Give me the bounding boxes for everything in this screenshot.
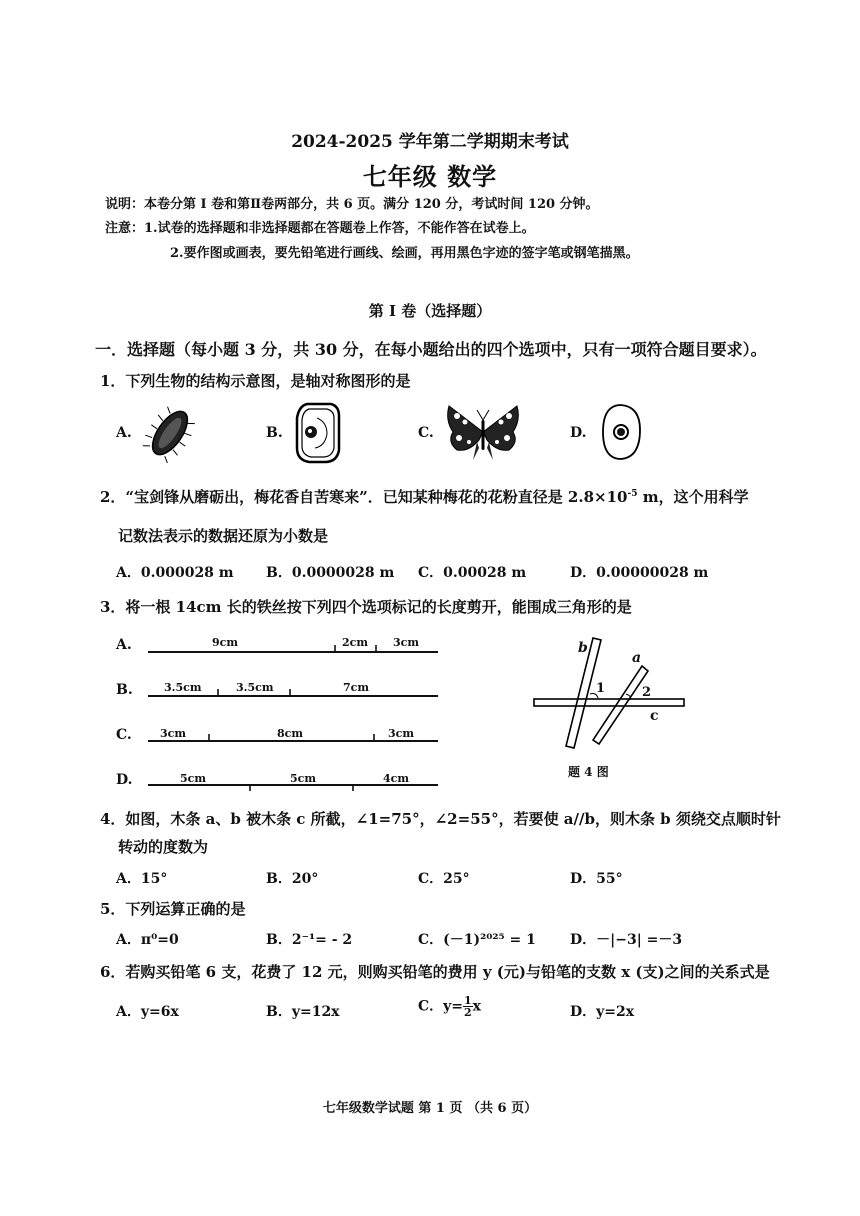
q2-option-b: B．0.0000028 m	[266, 565, 395, 581]
q6-option-a: A．y=6x	[116, 1004, 179, 1020]
q2-option-d: D．0.00000028 m	[570, 565, 709, 581]
q3-option-c-letter: C.	[116, 727, 132, 743]
animal-cell-icon	[600, 402, 644, 462]
q3-option-d-letter: D.	[116, 772, 133, 788]
q5-option-a: A．π⁰=0	[116, 932, 179, 948]
q2-option-c: C．0.00028 m	[418, 565, 527, 581]
q6-fraction	[463, 995, 473, 1018]
instructions-explain: 说明：本卷分第 I 卷和第Ⅱ卷两部分，共 6 页。满分 120 分，考试时间 120 分钟。	[105, 197, 599, 212]
q2-stem-part2: m，这个用科学	[637, 488, 749, 506]
q3-b-seg3: 7cm	[343, 681, 369, 694]
q3-a-seg2: 2cm	[342, 636, 368, 649]
q6-stem: 6．若购买铅笔 6 支，花费了 12 元，则购买铅笔的费用 y (元)与铅笔的支数 x (支)之间的关系式是	[100, 963, 770, 981]
q3-d-seg3: 4cm	[383, 772, 409, 785]
q2-option-a: A．0.000028 m	[116, 565, 234, 581]
butterfly-icon	[443, 402, 523, 464]
q3-b-seg2: 3.5cm	[236, 681, 274, 694]
q5-option-d: D．－|−3| =－3	[570, 932, 683, 948]
q4-option-a: A．15°	[116, 871, 168, 887]
q6-option-c-prefix: C．y=	[418, 998, 464, 1015]
q3-d-seg2: 5cm	[290, 772, 316, 785]
q2-stem-cont: 记数法表示的数据还原为小数是	[118, 527, 329, 545]
q4-stem-cont: 转动的度数为	[118, 838, 209, 856]
figure-label-a: a	[632, 650, 642, 666]
page-footer: 七年级数学试题 第 1 页 （共 6 页）	[322, 1101, 538, 1116]
instructions-note2: 2.要作图或画表，要先铅笔进行画线、绘画，再用黑色字迹的签字笔或钢笔描黑。	[170, 246, 639, 261]
bacterium-icon	[140, 402, 200, 464]
exam-title: 2024-2025 学年第二学期期末考试	[291, 132, 569, 152]
q1-stem: 1．下列生物的结构示意图，是轴对称图形的是	[100, 372, 411, 390]
q6-option-d: D．y=2x	[570, 1004, 635, 1020]
instructions-note1: 注意：1.试卷的选择题和非选择题都在答题卷上作答，不能作答在试卷上。	[105, 221, 535, 236]
plant-cell-icon	[293, 400, 343, 466]
q6-frac-den: 2	[464, 1006, 472, 1019]
q4-figure	[530, 636, 700, 766]
q6-frac-num: 1	[464, 994, 472, 1007]
q2-stem-part1: 2．“宝剑锋从磨砺出，梅花香自苦寒来”．已知某种梅花的花粉直径是 2.8×10	[100, 488, 628, 506]
figure-angle-1: 1	[596, 681, 606, 696]
figure-angle-2: 2	[642, 685, 652, 700]
figure-caption: 题 4 图	[568, 765, 609, 779]
q4-option-d: D．55°	[570, 871, 623, 887]
q6-option-b: B．y=12x	[266, 1004, 340, 1020]
q3-option-b-letter: B.	[116, 682, 133, 698]
q2-stem	[100, 486, 749, 507]
q5-stem: 5．下列运算正确的是	[100, 900, 246, 918]
q6-frac-var: x	[472, 998, 482, 1015]
q3-c-seg3: 3cm	[388, 727, 414, 740]
section-title: 第 I 卷（选择题）	[368, 302, 492, 320]
part1-heading: 一．选择题（每小题 3 分，共 30 分，在每小题给出的四个选项中，只有一项符合题目要求）。	[95, 340, 767, 359]
q1-option-d: D.	[570, 425, 587, 441]
subject-title: 七年级 数学	[362, 162, 498, 191]
q4-option-c: C．25°	[418, 871, 470, 887]
figure-label-b: b	[578, 640, 588, 656]
q3-a-seg1: 9cm	[212, 636, 238, 649]
q5-option-c: C．(－1)²⁰²⁵ = 1	[418, 932, 536, 948]
q4-stem: 4．如图，木条 a、b 被木条 c 所截，∠1=75°，∠2=55°，若要使 a//b，则木条 b 须绕交点顺时针	[100, 810, 781, 828]
q6-option-c	[418, 995, 481, 1018]
q5-option-b: B．2⁻¹= - 2	[266, 932, 353, 948]
q3-option-a-letter: A.	[116, 637, 132, 653]
q3-c-seg1: 3cm	[160, 727, 186, 740]
q3-stem: 3．将一根 14cm 长的铁丝按下列四个选项标记的长度剪开，能围成三角形的是	[100, 598, 632, 616]
q3-a-seg3: 3cm	[393, 636, 419, 649]
q1-option-b: B.	[266, 425, 283, 441]
figure-label-c: c	[650, 708, 659, 724]
q2-exponent: -5	[627, 489, 638, 499]
q3-c-seg2: 8cm	[277, 727, 303, 740]
q3-b-seg1: 3.5cm	[164, 681, 202, 694]
q3-d-seg1: 5cm	[180, 772, 206, 785]
q1-option-a: A.	[116, 425, 132, 441]
q1-option-c: C.	[418, 425, 434, 441]
q4-option-b: B．20°	[266, 871, 319, 887]
